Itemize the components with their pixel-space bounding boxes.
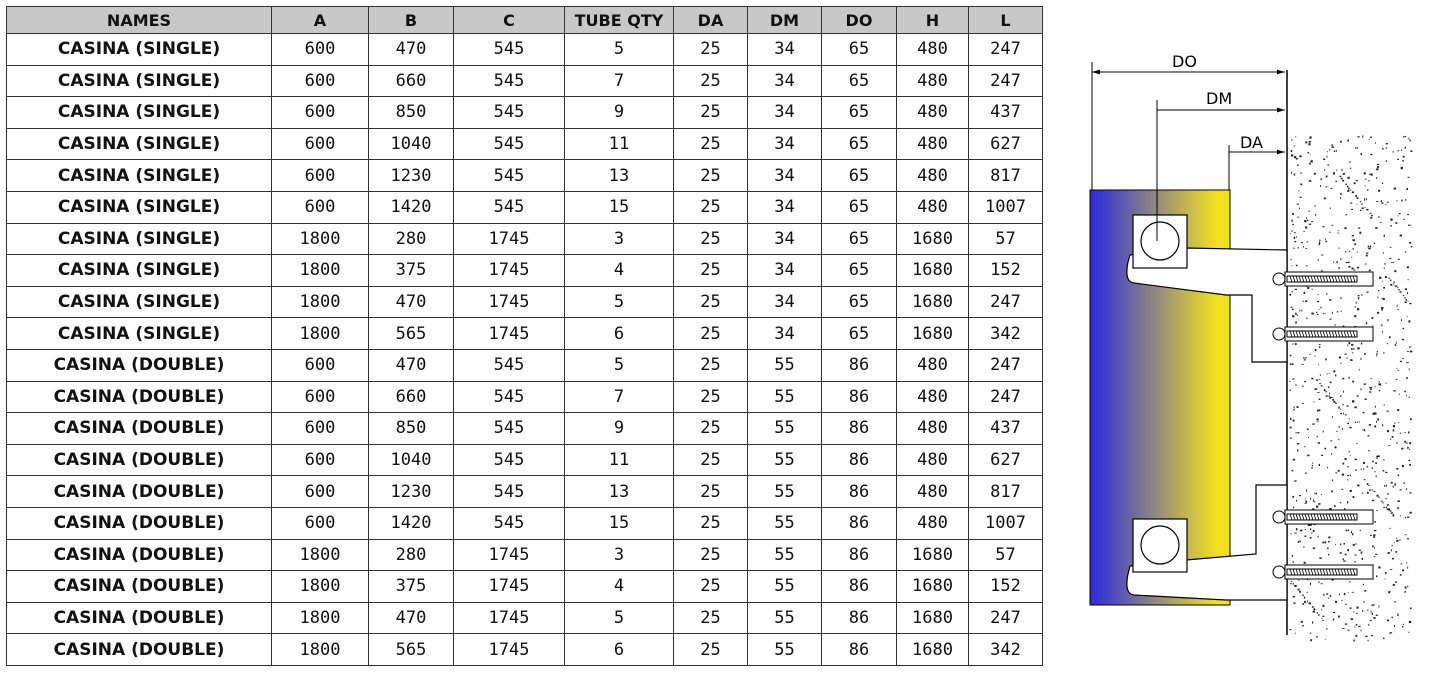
cell-h: 480 [897, 444, 969, 476]
cell-h: 480 [897, 413, 969, 445]
cell-dm: 55 [748, 476, 822, 508]
column-header-b: B [369, 7, 454, 34]
cell-a: 600 [272, 444, 369, 476]
cell-do: 65 [822, 128, 897, 160]
screw-1 [1273, 272, 1373, 286]
cell-dm: 34 [748, 97, 822, 129]
cell-da: 25 [674, 507, 748, 539]
cell-h: 480 [897, 381, 969, 413]
table-row [7, 634, 1043, 666]
cell-a: 1800 [272, 634, 369, 666]
cell-tube-qty: 7 [565, 381, 674, 413]
cell-b: 375 [369, 255, 454, 287]
cell-do: 65 [822, 160, 897, 192]
column-header-c: C [454, 7, 565, 34]
cell-tube-qty: 6 [565, 318, 674, 350]
cell-dm: 34 [748, 286, 822, 318]
cell-dm: 55 [748, 571, 822, 603]
table-row [7, 286, 1043, 318]
cell-da: 25 [674, 476, 748, 508]
cell-names: CASINA (SINGLE) [7, 65, 272, 97]
column-header-h: H [897, 7, 969, 34]
cell-a: 600 [272, 97, 369, 129]
cell-dm: 34 [748, 65, 822, 97]
spec-table [6, 6, 1043, 666]
cell-da: 25 [674, 634, 748, 666]
cell-a: 1800 [272, 571, 369, 603]
cell-c: 545 [454, 381, 565, 413]
cell-b: 1040 [369, 128, 454, 160]
cell-do: 86 [822, 507, 897, 539]
cell-b: 470 [369, 349, 454, 381]
cell-a: 1800 [272, 223, 369, 255]
cell-do: 86 [822, 381, 897, 413]
cell-do: 86 [822, 634, 897, 666]
cell-c: 1745 [454, 571, 565, 603]
cell-c: 1745 [454, 634, 565, 666]
cell-c: 545 [454, 413, 565, 445]
cell-tube-qty: 7 [565, 65, 674, 97]
cell-tube-qty: 5 [565, 349, 674, 381]
cell-c: 545 [454, 349, 565, 381]
cell-a: 600 [272, 65, 369, 97]
cell-da: 25 [674, 413, 748, 445]
cell-tube-qty: 15 [565, 191, 674, 223]
dm-label: DM [1206, 89, 1233, 108]
cell-names: CASINA (DOUBLE) [7, 634, 272, 666]
table-row [7, 539, 1043, 571]
cell-da: 25 [674, 128, 748, 160]
screw-4 [1273, 565, 1373, 579]
table-row [7, 476, 1043, 508]
table-row [7, 97, 1043, 129]
cell-dm: 34 [748, 223, 822, 255]
table-row [7, 571, 1043, 603]
cell-c: 1745 [454, 602, 565, 634]
cell-da: 25 [674, 160, 748, 192]
cell-tube-qty: 4 [565, 255, 674, 287]
cell-do: 65 [822, 223, 897, 255]
table-row [7, 255, 1043, 287]
table-row [7, 413, 1043, 445]
cell-c: 1745 [454, 539, 565, 571]
cell-names: CASINA (DOUBLE) [7, 507, 272, 539]
cell-do: 65 [822, 318, 897, 350]
cell-c: 545 [454, 191, 565, 223]
mounting-diagram [1086, 48, 1416, 648]
cell-c: 1745 [454, 286, 565, 318]
cell-da: 25 [674, 539, 748, 571]
cell-do: 86 [822, 539, 897, 571]
screw-2 [1273, 327, 1373, 341]
cell-do: 86 [822, 413, 897, 445]
cell-tube-qty: 11 [565, 444, 674, 476]
table-row [7, 34, 1043, 66]
cell-dm: 55 [748, 507, 822, 539]
cell-dm: 55 [748, 602, 822, 634]
cell-l: 437 [969, 97, 1043, 129]
cell-b: 850 [369, 413, 454, 445]
column-header-a: A [272, 7, 369, 34]
cell-c: 545 [454, 97, 565, 129]
table-row [7, 507, 1043, 539]
cell-do: 65 [822, 255, 897, 287]
cell-da: 25 [674, 318, 748, 350]
cell-names: CASINA (SINGLE) [7, 286, 272, 318]
column-header-tube-qty: TUBE QTY [565, 7, 674, 34]
cell-b: 660 [369, 65, 454, 97]
cell-c: 545 [454, 128, 565, 160]
cell-names: CASINA (DOUBLE) [7, 476, 272, 508]
cell-h: 480 [897, 34, 969, 66]
wall-screws [1273, 272, 1373, 579]
cell-dm: 34 [748, 255, 822, 287]
cell-h: 480 [897, 97, 969, 129]
table-row [7, 381, 1043, 413]
cell-dm: 34 [748, 128, 822, 160]
cell-da: 25 [674, 286, 748, 318]
cell-do: 65 [822, 65, 897, 97]
cell-tube-qty: 15 [565, 507, 674, 539]
cell-a: 1800 [272, 539, 369, 571]
cell-a: 600 [272, 381, 369, 413]
da-dimension [1229, 133, 1285, 192]
cell-dm: 55 [748, 634, 822, 666]
column-header-do: DO [822, 7, 897, 34]
cell-b: 375 [369, 571, 454, 603]
cell-l: 247 [969, 349, 1043, 381]
cell-names: CASINA (DOUBLE) [7, 602, 272, 634]
header-row [7, 7, 1043, 34]
cell-h: 1680 [897, 223, 969, 255]
cell-da: 25 [674, 97, 748, 129]
cell-names: CASINA (SINGLE) [7, 255, 272, 287]
cell-c: 545 [454, 160, 565, 192]
cell-c: 545 [454, 476, 565, 508]
cell-dm: 34 [748, 160, 822, 192]
cell-l: 627 [969, 128, 1043, 160]
cell-tube-qty: 11 [565, 128, 674, 160]
cell-a: 1800 [272, 602, 369, 634]
table-row [7, 444, 1043, 476]
cell-l: 57 [969, 223, 1043, 255]
cell-l: 1007 [969, 191, 1043, 223]
cell-dm: 55 [748, 539, 822, 571]
cell-b: 1040 [369, 444, 454, 476]
cell-names: CASINA (SINGLE) [7, 160, 272, 192]
table-row [7, 602, 1043, 634]
cell-da: 25 [674, 349, 748, 381]
cell-b: 470 [369, 286, 454, 318]
column-header-dm: DM [748, 7, 822, 34]
cell-dm: 55 [748, 381, 822, 413]
table-row [7, 223, 1043, 255]
cell-da: 25 [674, 34, 748, 66]
cell-l: 1007 [969, 507, 1043, 539]
cell-l: 247 [969, 286, 1043, 318]
column-header-da: DA [674, 7, 748, 34]
cell-names: CASINA (SINGLE) [7, 34, 272, 66]
cell-dm: 55 [748, 413, 822, 445]
cell-h: 1680 [897, 255, 969, 287]
cell-da: 25 [674, 571, 748, 603]
cell-tube-qty: 9 [565, 413, 674, 445]
cell-names: CASINA (SINGLE) [7, 97, 272, 129]
cell-dm: 55 [748, 349, 822, 381]
cell-a: 600 [272, 507, 369, 539]
cell-names: CASINA (SINGLE) [7, 191, 272, 223]
cell-tube-qty: 4 [565, 571, 674, 603]
table-row [7, 318, 1043, 350]
cell-h: 480 [897, 128, 969, 160]
cell-c: 545 [454, 507, 565, 539]
cell-h: 480 [897, 507, 969, 539]
cell-l: 627 [969, 444, 1043, 476]
cell-a: 600 [272, 128, 369, 160]
cell-do: 86 [822, 349, 897, 381]
cell-b: 1420 [369, 507, 454, 539]
cell-a: 1800 [272, 255, 369, 287]
cell-c: 545 [454, 34, 565, 66]
cell-names: CASINA (DOUBLE) [7, 571, 272, 603]
cell-b: 565 [369, 318, 454, 350]
cell-names: CASINA (SINGLE) [7, 318, 272, 350]
table-row [7, 349, 1043, 381]
cell-names: CASINA (DOUBLE) [7, 413, 272, 445]
da-label: DA [1240, 133, 1263, 152]
cell-do: 86 [822, 444, 897, 476]
cell-l: 247 [969, 65, 1043, 97]
table-row [7, 128, 1043, 160]
cell-b: 280 [369, 539, 454, 571]
cell-da: 25 [674, 65, 748, 97]
cell-tube-qty: 13 [565, 160, 674, 192]
cell-a: 600 [272, 191, 369, 223]
cell-da: 25 [674, 223, 748, 255]
cell-l: 437 [969, 413, 1043, 445]
cell-b: 1230 [369, 160, 454, 192]
cell-h: 1680 [897, 602, 969, 634]
cell-a: 600 [272, 160, 369, 192]
cell-h: 1680 [897, 634, 969, 666]
cell-tube-qty: 6 [565, 634, 674, 666]
cell-b: 1420 [369, 191, 454, 223]
cell-h: 480 [897, 160, 969, 192]
cell-dm: 34 [748, 191, 822, 223]
cell-c: 545 [454, 444, 565, 476]
cell-do: 86 [822, 602, 897, 634]
cell-tube-qty: 5 [565, 34, 674, 66]
cell-l: 247 [969, 34, 1043, 66]
column-header-l: L [969, 7, 1043, 34]
cell-dm: 34 [748, 34, 822, 66]
cell-b: 565 [369, 634, 454, 666]
cell-h: 480 [897, 349, 969, 381]
table-row [7, 160, 1043, 192]
table-row [7, 191, 1043, 223]
cell-l: 342 [969, 634, 1043, 666]
cell-l: 152 [969, 255, 1043, 287]
cell-tube-qty: 9 [565, 97, 674, 129]
cell-a: 600 [272, 34, 369, 66]
column-header-names: NAMES [7, 7, 272, 34]
cell-da: 25 [674, 444, 748, 476]
cell-b: 850 [369, 97, 454, 129]
cell-l: 817 [969, 476, 1043, 508]
cell-l: 152 [969, 571, 1043, 603]
cell-names: CASINA (DOUBLE) [7, 381, 272, 413]
do-dimension [1092, 52, 1285, 192]
cell-a: 600 [272, 349, 369, 381]
cell-names: CASINA (DOUBLE) [7, 349, 272, 381]
cell-do: 86 [822, 571, 897, 603]
cell-names: CASINA (DOUBLE) [7, 539, 272, 571]
cell-l: 342 [969, 318, 1043, 350]
cell-h: 1680 [897, 539, 969, 571]
cell-l: 247 [969, 381, 1043, 413]
cell-tube-qty: 13 [565, 476, 674, 508]
cell-dm: 34 [748, 318, 822, 350]
cell-tube-qty: 3 [565, 223, 674, 255]
do-label: DO [1172, 52, 1197, 71]
cell-h: 1680 [897, 286, 969, 318]
cell-a: 1800 [272, 318, 369, 350]
cell-da: 25 [674, 602, 748, 634]
cell-l: 247 [969, 602, 1043, 634]
cell-c: 1745 [454, 223, 565, 255]
cell-dm: 55 [748, 444, 822, 476]
cell-do: 65 [822, 97, 897, 129]
cell-a: 600 [272, 413, 369, 445]
cell-b: 660 [369, 381, 454, 413]
cell-a: 1800 [272, 286, 369, 318]
cell-c: 545 [454, 65, 565, 97]
cell-names: CASINA (SINGLE) [7, 223, 272, 255]
cell-tube-qty: 5 [565, 286, 674, 318]
cell-do: 65 [822, 191, 897, 223]
cell-names: CASINA (SINGLE) [7, 128, 272, 160]
table-row [7, 65, 1043, 97]
cell-c: 1745 [454, 318, 565, 350]
cell-h: 480 [897, 65, 969, 97]
cell-do: 65 [822, 286, 897, 318]
cell-h: 480 [897, 191, 969, 223]
cell-do: 65 [822, 34, 897, 66]
cell-do: 86 [822, 476, 897, 508]
screw-3 [1273, 510, 1373, 524]
cell-l: 57 [969, 539, 1043, 571]
cell-b: 280 [369, 223, 454, 255]
cell-c: 1745 [454, 255, 565, 287]
cell-b: 1230 [369, 476, 454, 508]
cell-h: 480 [897, 476, 969, 508]
cell-b: 470 [369, 602, 454, 634]
cell-a: 600 [272, 476, 369, 508]
cell-da: 25 [674, 255, 748, 287]
cell-names: CASINA (DOUBLE) [7, 444, 272, 476]
cell-tube-qty: 5 [565, 602, 674, 634]
cell-tube-qty: 3 [565, 539, 674, 571]
cell-da: 25 [674, 191, 748, 223]
cell-da: 25 [674, 381, 748, 413]
cell-h: 1680 [897, 571, 969, 603]
cell-l: 817 [969, 160, 1043, 192]
cell-h: 1680 [897, 318, 969, 350]
cell-b: 470 [369, 34, 454, 66]
